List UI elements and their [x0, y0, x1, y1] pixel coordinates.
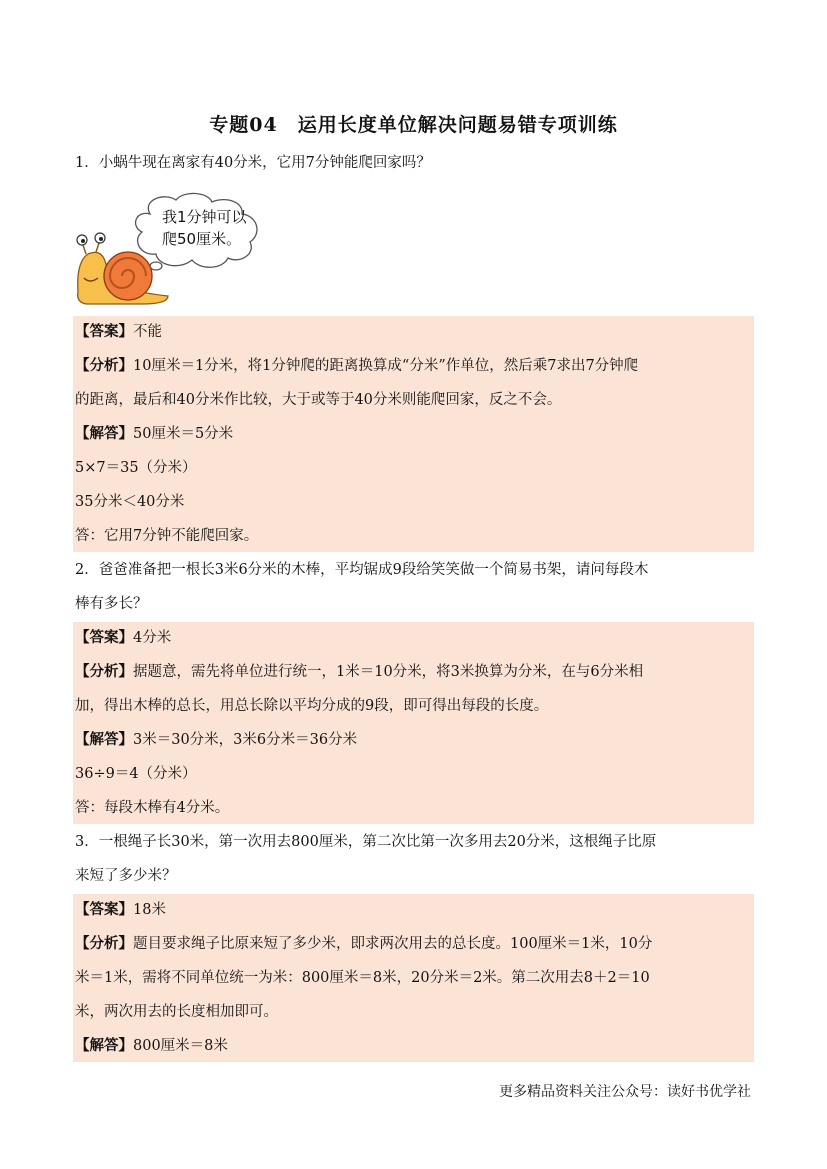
question-3: 3．一根绳子长30米，第一次用去800厘米，第二次比第一次多用去20分米，这根绳子比原 — [75, 834, 657, 850]
answer-box-3 — [73, 894, 754, 1062]
solution-label: 【解答】 — [75, 425, 133, 442]
question-3-cont: 来短了多少米？ — [75, 868, 177, 884]
bubble-text-line2: 爬50厘米。 — [162, 230, 242, 248]
answer-text: 不能 — [133, 324, 162, 340]
solution-text: 35分米＜40分米 — [75, 494, 185, 510]
answer-text: 4分米 — [133, 630, 172, 646]
analysis-text: 米，两次用去的长度相加即可。 — [75, 1004, 278, 1020]
analysis-text: 题目要求绳子比原来短了多少米，即求两次用去的总长度。100厘米＝1米，10分 — [133, 936, 653, 952]
snail-illustration — [72, 192, 282, 307]
question-1: 1．小蜗牛现在离家有40分米，它用7分钟能爬回家吗？ — [75, 155, 431, 171]
solution-text: 800厘米＝8米 — [133, 1038, 228, 1054]
solution-text: 36÷9＝4（分米） — [75, 766, 197, 782]
question-2: 2．爸爸准备把一根长3米6分米的木棒，平均锯成9段给笑笑做一个简易书架，请问每段木 — [75, 562, 649, 578]
answer-box-2 — [73, 622, 754, 824]
solution-label: 【解答】 — [75, 1037, 133, 1054]
answer-box-1 — [73, 316, 754, 552]
answer-label: 【答案】 — [75, 901, 133, 918]
analysis-label: 【分析】 — [75, 935, 133, 952]
solution-text: 3米＝30分米，3米6分米＝36分米 — [133, 732, 358, 748]
bubble-dot-large — [150, 262, 162, 270]
snail-shell-icon — [104, 252, 152, 300]
page-title: 专题04 运用长度单位解决问题易错专项训练 — [209, 114, 618, 136]
analysis-text: 据题意，需先将单位进行统一，1米＝10分米，将3米换算为分米，在与6分米相 — [133, 664, 644, 680]
answer-label: 【答案】 — [75, 323, 133, 340]
solution-text: 5×7＝35（分米） — [75, 460, 197, 476]
question-2-cont: 棒有多长？ — [75, 596, 148, 612]
analysis-text: 的距离，最后和40分米作比较，大于或等于40分米则能爬回家，反之不会。 — [75, 392, 562, 408]
answer-text: 18米 — [133, 902, 166, 918]
solution-label: 【解答】 — [75, 731, 133, 748]
answer-label: 【答案】 — [75, 629, 133, 646]
analysis-text: 加，得出木棒的总长，用总长除以平均分成的9段，即可得出每段的长度。 — [75, 698, 549, 714]
solution-text: 答：每段木棒有4分米。 — [75, 800, 230, 816]
solution-text: 50厘米＝5分米 — [133, 426, 234, 442]
bubble-text-line1: 我1分钟可以 — [162, 208, 247, 226]
solution-text: 答：它用7分钟不能爬回家。 — [75, 528, 259, 544]
footer-note: 更多精品资料关注公众号：读好书优学社 — [499, 1084, 751, 1100]
analysis-text: 米＝1米，需将不同单位统一为米：800厘米＝8米，20分米＝2米。第二次用去8＋2＝10 — [75, 970, 650, 986]
analysis-label: 【分析】 — [75, 357, 133, 374]
analysis-label: 【分析】 — [75, 663, 133, 680]
analysis-text: 10厘米＝1分米，将1分钟爬的距离换算成“分米”作单位，然后乘7求出7分钟爬 — [133, 358, 639, 374]
